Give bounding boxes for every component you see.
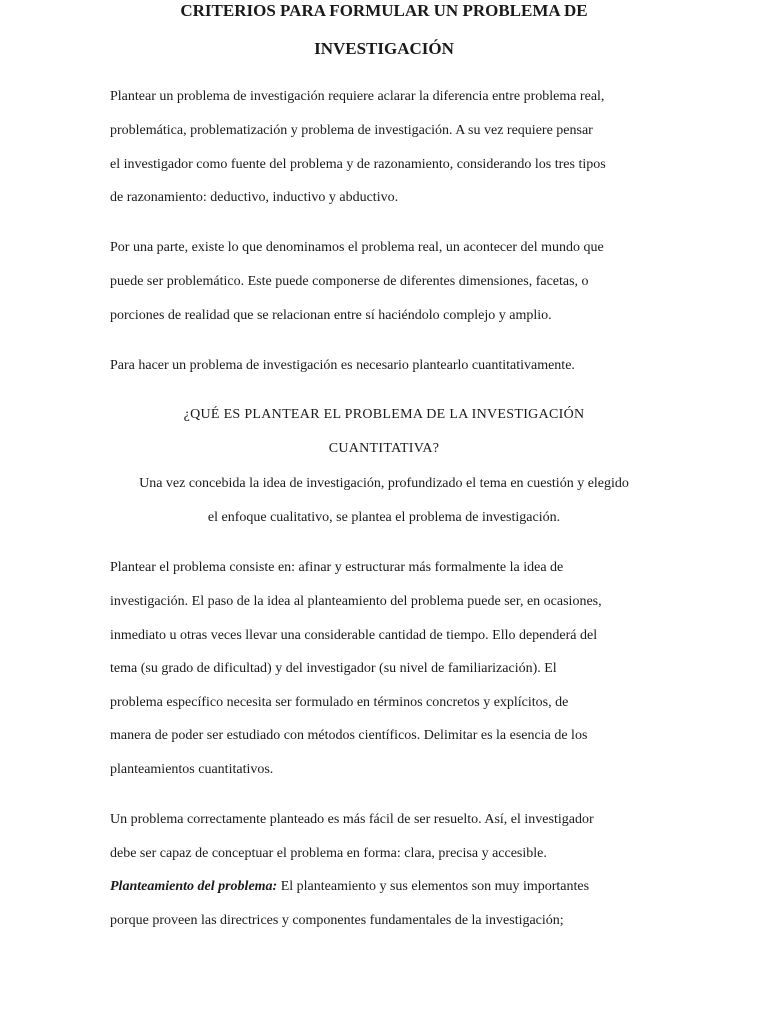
- paragraph-2-line-2: puede ser problemático. Este puede componerse de diferentes dimensiones, facetas, o: [110, 274, 589, 289]
- paragraph-3-line-1: Para hacer un problema de investigación es necesario plantearlo cuantitativamente.: [110, 358, 575, 373]
- paragraph-6-line-1-rest: El planteamiento y sus elementos son muy importantes: [277, 879, 590, 894]
- paragraph-4-line-1: Plantear el problema consiste en: afinar y estructurar más formalmente la idea de: [110, 560, 564, 575]
- paragraph-4-line-4: tema (su grado de dificultad) y del investigador (su nivel de familiarización). El: [110, 661, 557, 676]
- paragraph-1-line-2: problemática, problematización y problema de investigación. A su vez requiere pensar: [110, 123, 593, 138]
- paragraph-1-line-1: Plantear un problema de investigación requiere aclarar la diferencia entre problema real,: [110, 89, 605, 104]
- paragraph-5-line-1: Un problema correctamente planteado es más fácil de ser resuelto. Así, el investigador: [110, 812, 594, 827]
- paragraph-4-line-6: manera de poder ser estudiado con métodos científicos. Delimitar es la esencia de los: [110, 728, 588, 743]
- planteamiento-lead-label: Planteamiento del problema:: [110, 879, 278, 894]
- paragraph-6-line-2: porque proveen las directrices y componentes fundamentales de la investigación;: [110, 913, 564, 928]
- paragraph-2-line-1: Por una parte, existe lo que denominamos el problema real, un acontecer del mundo que: [110, 240, 604, 255]
- paragraph-4-line-3: inmediato u otras veces llevar una considerable cantidad de tiempo. Ello dependerá del: [110, 628, 598, 643]
- section-heading-line-1: ¿QUÉ ES PLANTEAR EL PROBLEMA DE LA INVESTIGACIÓN: [183, 407, 585, 422]
- section-heading-line-2: CUANTITATIVA?: [328, 441, 440, 456]
- paragraph-1-line-3: el investigador como fuente del problema y de razonamiento, considerando los tres tipos: [110, 157, 606, 172]
- centered-paragraph-line-2: el enfoque cualitativo, se plantea el problema de investigación.: [207, 510, 561, 525]
- paragraph-6-line-1: [110, 878, 589, 896]
- document-title-line-1: CRITERIOS PARA FORMULAR UN PROBLEMA DE: [180, 1, 588, 20]
- paragraph-4-line-2: investigación. El paso de la idea al planteamiento del problema puede ser, en ocasiones,: [110, 594, 602, 609]
- paragraph-5-line-2: debe ser capaz de conceptuar el problema en forma: clara, precisa y accesible.: [110, 846, 547, 861]
- paragraph-4-line-5: problema específico necesita ser formulado en términos concretos y explícitos, de: [110, 695, 569, 710]
- centered-paragraph-line-1: Una vez concebida la idea de investigación, profundizado el tema en cuestión y elegido: [139, 476, 629, 491]
- paragraph-2-line-3: porciones de realidad que se relacionan entre sí haciéndolo complejo y amplio.: [110, 308, 552, 323]
- paragraph-4-line-7: planteamientos cuantitativos.: [110, 762, 274, 777]
- document-title-line-2: INVESTIGACIÓN: [314, 39, 454, 58]
- paragraph-1-line-4: de razonamiento: deductivo, inductivo y abductivo.: [110, 190, 399, 205]
